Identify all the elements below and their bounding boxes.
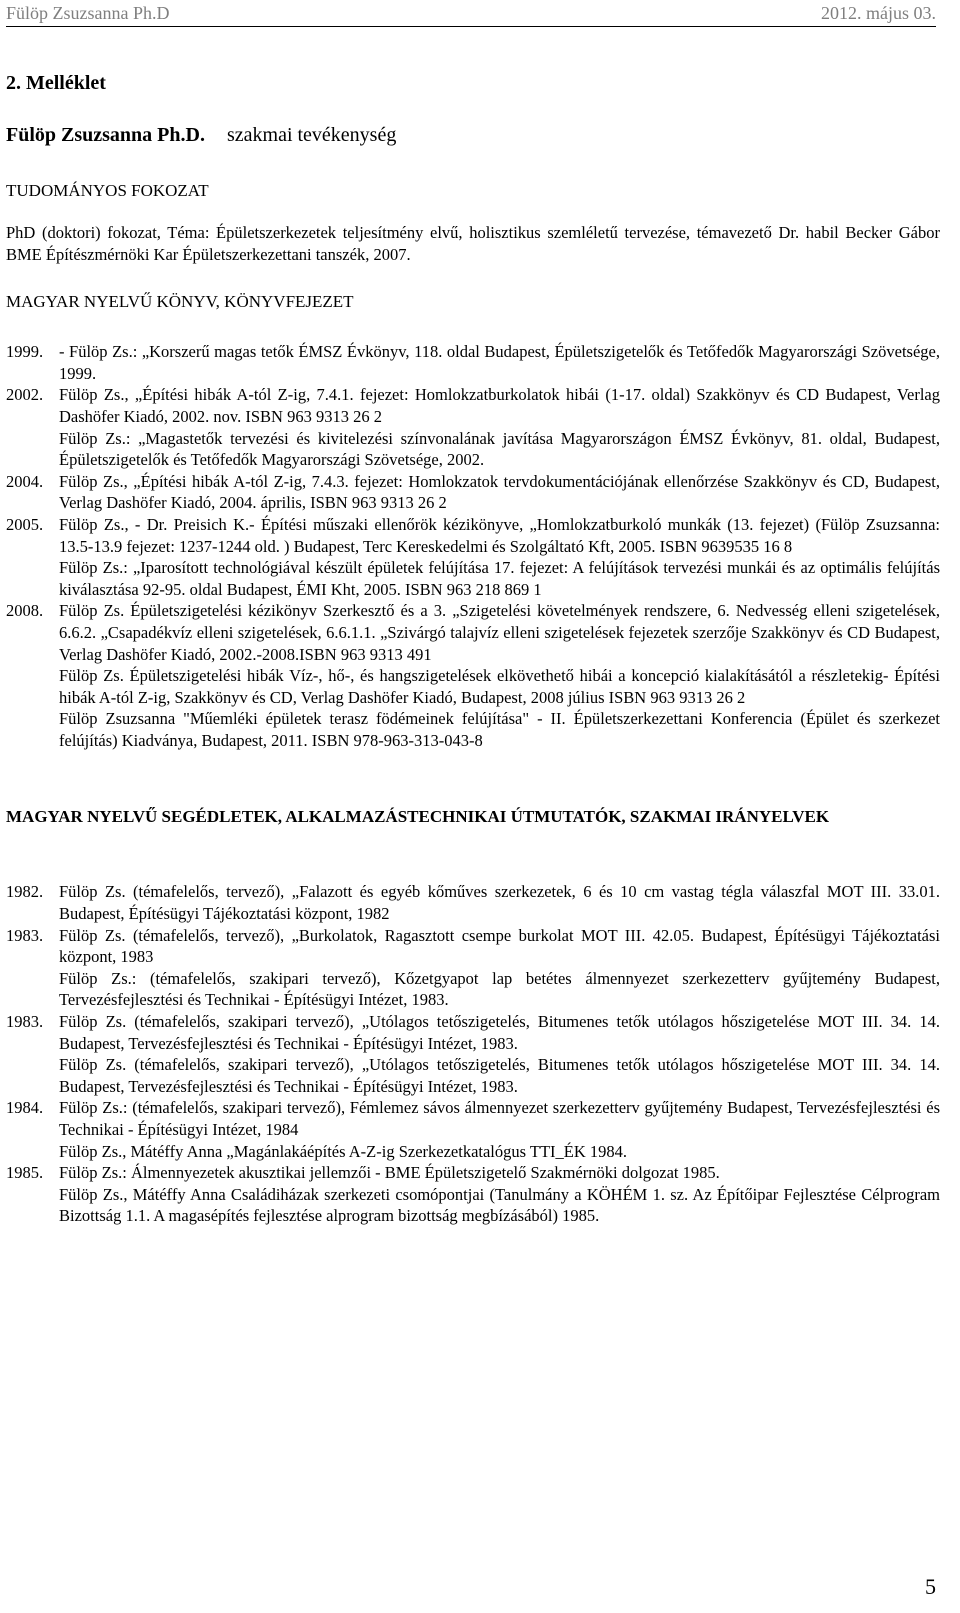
entry-year	[6, 708, 59, 751]
list-item	[6, 1141, 940, 1163]
entry-text: Fülöp Zs., Mátéffy Anna „Magánlakáépítés A-Z-ig Szerkezetkatalógus TTI_ÉK 1984.	[59, 1141, 628, 1161]
list-item	[6, 557, 940, 600]
entry-text: Fülöp Zs., Mátéffy Anna Családiházak szerkezeti csomópontjai (Tanulmány a KÖHÉM 1. sz. Az Építőipar Fejlesztése Célprogram Bizottság 1.1. A magasépítés fejlesztése alprogram bizottság megbízásából) 1985.	[59, 1184, 940, 1226]
name-subtitle: szakmai tevékenység	[226, 124, 397, 146]
name-heading	[6, 122, 940, 148]
list-item	[6, 1097, 940, 1140]
header-date: 2012. május 03.	[821, 3, 936, 23]
list-item	[6, 600, 940, 665]
appendix-title: 2. Melléklet	[6, 72, 106, 94]
entry-text: Fülöp Zs. (témafelelős, szakipari tervező), „Utólagos tetőszigetelés, Bitumenes tetők utólagos hőszigetelése MOT III. 34. 14. Budapest, Tervezésfejlesztési és Technikai - Építésügyi Intézet, 1983.	[59, 1055, 940, 1096]
entry-text: Fülöp Zs.: Álmennyezetek akusztikai jellemzői - BME Épületszigetelő Szakmérnöki dolgozat 1985.	[59, 1163, 720, 1183]
list-item	[6, 428, 940, 471]
page-header	[6, 2, 936, 27]
entry-text: Fülöp Zs.: „Magastetők tervezési és kivitelezési színvonalának javítása Magyarországon ÉMSZ Évkönyv, 81. oldal, Budapest, Épületszigetelők és Tetőfedők Magyarországi Szövetsége, 2002.	[59, 428, 940, 470]
list-item	[6, 384, 940, 427]
list-item	[6, 514, 940, 557]
books-heading: MAGYAR NYELVŰ KÖNYV, KÖNYVFEJEZET	[6, 292, 354, 312]
entry-text: Fülöp Zs. (témafelelős, tervező), „Falazott és egyéb kőműves szerkezetek, 6 és 10 cm vastag tégla válaszfal MOT III. 33.01. Budapest, Építésügyi Tájékoztatási központ, 1982	[59, 882, 940, 924]
entry-year	[6, 1141, 59, 1163]
entry-year: 2002.	[6, 385, 44, 405]
entry-year: 1982.	[6, 882, 44, 902]
list-item	[6, 968, 940, 1011]
degree-text: PhD (doktori) fokozat, Téma: Épületszerkezetek teljesítmény elvű, holisztikus szemléletű tervezése, témavezető Dr. habil Becker Gábor BME Építészmérnöki Kar Épületszerkezettani tanszék, 2007.	[6, 223, 940, 264]
entry-year: 2004.	[6, 471, 44, 491]
guidelines-list	[6, 881, 940, 1227]
entry-year: 1985.	[6, 1163, 44, 1183]
list-item	[6, 1184, 940, 1227]
entry-year	[6, 1054, 59, 1097]
list-item	[6, 341, 940, 384]
list-item	[6, 708, 940, 751]
entry-year: 1983.	[6, 925, 44, 945]
list-item	[6, 925, 940, 968]
entry-text: - Fülöp Zs.: „Korszerű magas tetők ÉMSZ Évkönyv, 118. oldal Budapest, Épületszigetelők és Tetőfedők Magyarországi Szövetsége, 1999.	[59, 342, 940, 383]
entry-year	[6, 1184, 59, 1227]
page-number: 5	[925, 1574, 936, 1599]
entry-year: 2008.	[6, 601, 44, 621]
person-name: Fülöp Zsuzsanna Ph.D.	[6, 124, 205, 146]
entry-year: 2005.	[6, 514, 44, 534]
document-body	[6, 70, 940, 1227]
entry-year: 1983.	[6, 1012, 44, 1032]
entry-text: Fülöp Zs. Épületszigetelési kézikönyv Szerkesztő és a 3. „Szigetelési követelmények rendszere, 6. Nedvesség elleni szigetelések, 6.6.2. „Csapadékvíz elleni szigetelések, 6.6.1.1. „Szivárgó talajvíz elleni szigetelések fejezetek szerzője Szakkönyv és CD Budapest, Verlag Dashöfer Kiadó, 2002.-2008.ISBN 963 9313 491	[59, 601, 940, 664]
list-item	[6, 1162, 940, 1184]
books-list	[6, 341, 940, 751]
entry-text: Fülöp Zs., „Építési hibák A-tól Z-ig, 7.4.3. fejezet: Homlokzatok tervdokumentációjának ellenőrzése Szakkönyv és CD, Budapest, Verlag Dashöfer Kiadó, 2004. április, ISBN 963 9313 26 2	[59, 471, 940, 513]
entry-text: Fülöp Zs., - Dr. Preisich K.- Építési műszaki ellenőrök kézikönyve, „Homlokzatburkoló munkák (13. fejezet) (Fülöp Zsuzsanna: 13.5-13.9 fejezet: 1237-1244 old. ) Budapest, Terc Kereskedelmi és Szolgáltató Kft, 2005. ISBN 9639535 16 8	[59, 514, 940, 556]
entry-text: Fülöp Zs. Épületszigetelési hibák Víz-, hő-, és hangszigetelések elkövethető hibái a koncepció kialakításától a részletekig- Építési hibák A-tól Z-ig, Szakkönyv és CD, Verlag Dashöfer Kiadó, Budapest, 2008 július ISBN 963 9313 26 2	[59, 666, 940, 707]
entry-text: Fülöp Zs., „Építési hibák A-tól Z-ig, 7.4.1. fejezet: Homlokzatburkolatok hibái (1-17. oldal) Szakkönyv és CD Budapest, Verlag Dashöfer Kiadó, 2002. nov. ISBN 963 9313 26 2	[59, 385, 940, 426]
header-author: Fülöp Zsuzsanna Ph.D	[6, 3, 170, 23]
entry-text: Fülöp Zs. (témafelelős, szakipari tervező), „Utólagos tetőszigetelés, Bitumenes tetők utólagos hőszigetelése MOT III. 34. 14. Budapest, Tervezésfejlesztési és Technikai - Építésügyi Intézet, 1983.	[59, 1012, 940, 1053]
entry-text: Fülöp Zs. (témafelelős, tervező), „Burkolatok, Ragasztott csempe burkolat MOT III. 42.05. Budapest, Építésügyi Tájékoztatási központ, 1983	[59, 925, 940, 967]
entry-text: Fülöp Zs.: (témafelelős, szakipari tervező), Fémlemez sávos álmennyezet szerkezetterv gyűjtemény Budapest, Tervezésfejlesztési és Technikai - Építésügyi Intézet, 1984	[59, 1098, 940, 1139]
entry-year: 1999.	[6, 342, 44, 362]
list-item	[6, 1011, 940, 1054]
list-item	[6, 881, 940, 924]
entry-year	[6, 557, 59, 600]
list-item	[6, 665, 940, 708]
list-item	[6, 1054, 940, 1097]
entry-text: Fülöp Zs.: „Iparosított technológiával készült épületek felújítása 17. fejezet: A felújítások tervezési munkái és az optimális felújítás kiválasztása 92-95. oldal Budapest, ÉMI Kht, 2005. ISBN 963 218 869 1	[59, 558, 940, 599]
entry-year	[6, 968, 59, 1011]
entry-year	[6, 428, 59, 471]
entry-text: Fülöp Zs.: (témafelelős, szakipari tervező), Kőzetgyapot lap betétes álmennyezet szerkezetterv gyűjtemény Budapest, Tervezésfejlesztési és Technikai - Építésügyi Intézet, 1983.	[59, 968, 940, 1010]
list-item	[6, 471, 940, 514]
degree-heading: TUDOMÁNYOS FOKOZAT	[6, 181, 209, 200]
entry-year	[6, 665, 59, 708]
entry-text: Fülöp Zsuzsanna "Műemléki épületek terasz födémeinek felújítása" - II. Épületszerkezettani Konferencia (Épület és szerkezet felújítás) Kiadványa, Budapest, 2011. ISBN 978-963-313-043-8	[59, 709, 940, 750]
entry-year: 1984.	[6, 1098, 44, 1118]
guidelines-heading: MAGYAR NYELVŰ SEGÉDLETEK, ALKALMAZÁSTECHNIKAI ÚTMUTATÓK, SZAKMAI IRÁNYELVEK	[6, 807, 830, 827]
